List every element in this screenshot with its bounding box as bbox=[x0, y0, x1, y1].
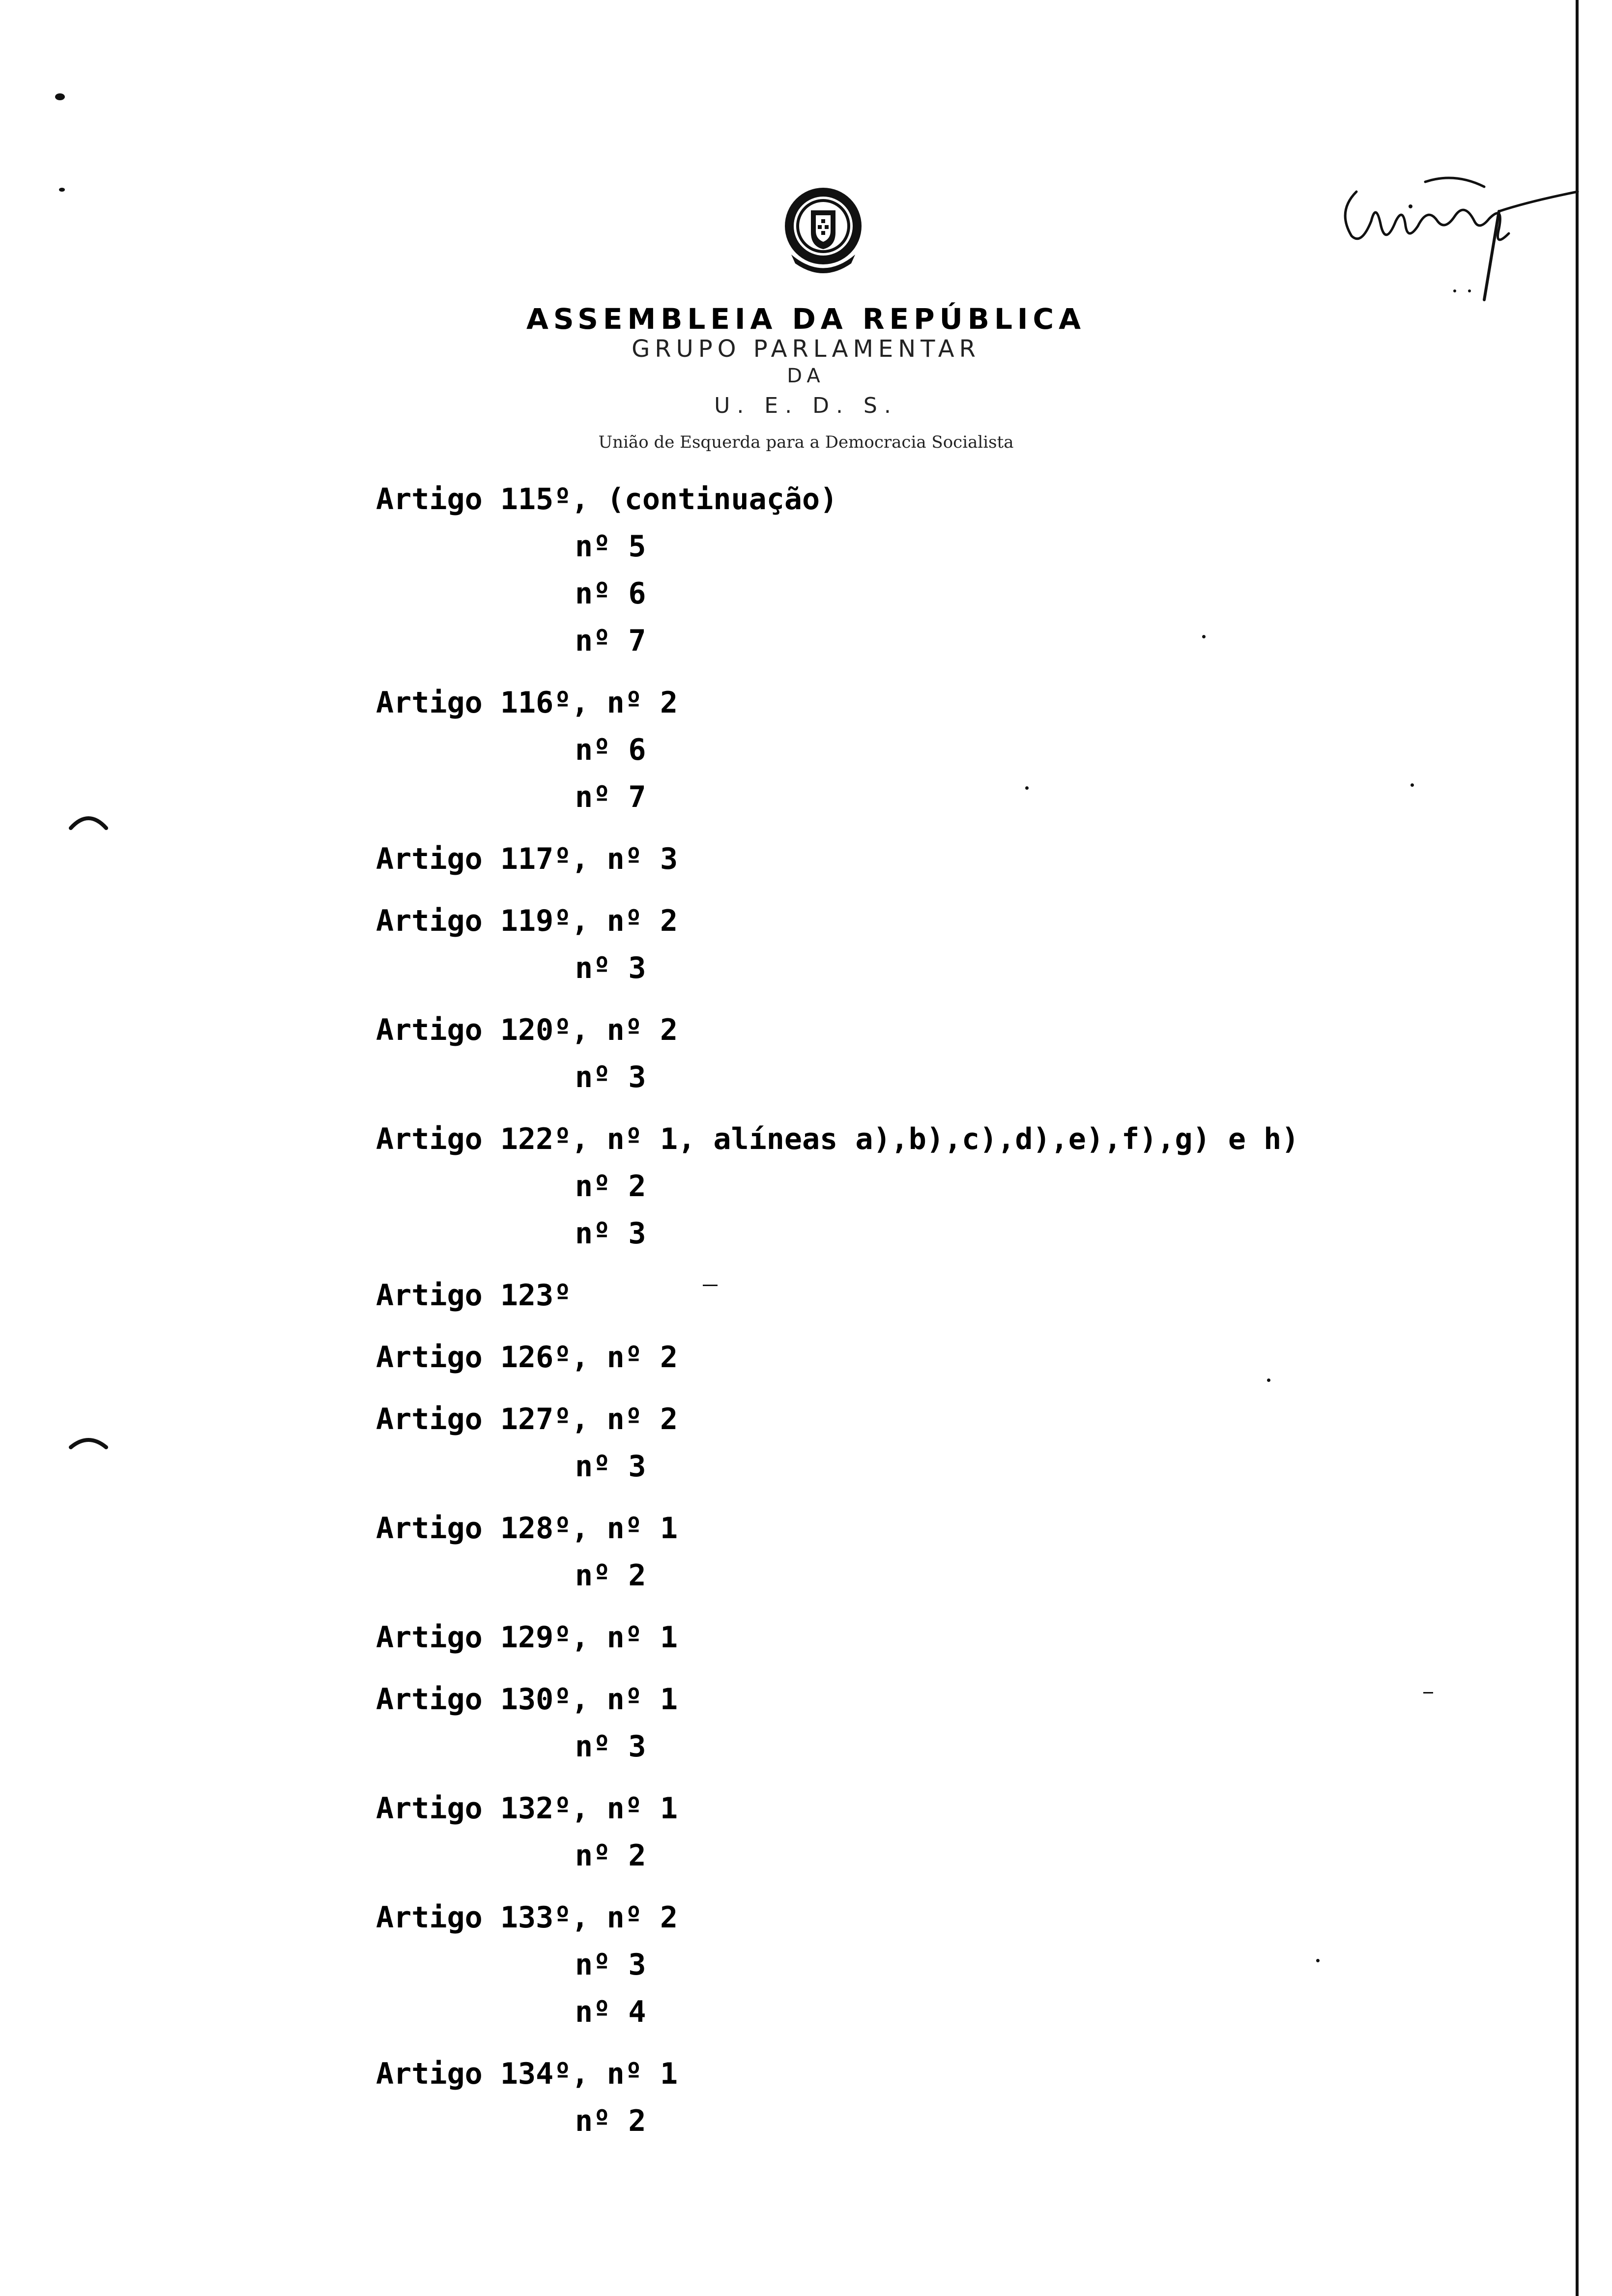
article-subitem: nº 3 bbox=[575, 1060, 646, 1094]
article-entry bbox=[376, 1614, 1514, 1661]
article-subitem: nº 3 bbox=[575, 1216, 646, 1251]
article-subitem: nº 2 bbox=[575, 1558, 646, 1593]
article-entry bbox=[376, 1334, 1514, 1381]
article-subitem-row bbox=[376, 1988, 1514, 2036]
article-heading: Artigo 127º, nº 2 bbox=[376, 1402, 678, 1436]
article-heading: Artigo 120º, nº 2 bbox=[376, 1013, 678, 1047]
article-subitem-row bbox=[376, 1552, 1514, 1599]
article-subitem-row bbox=[376, 945, 1514, 992]
article-subitem-row bbox=[376, 617, 1514, 664]
handwritten-signature bbox=[1337, 162, 1583, 324]
article-subitem-row bbox=[376, 523, 1514, 570]
article-subitem: nº 3 bbox=[575, 951, 646, 985]
scan-speck bbox=[1202, 635, 1206, 638]
article-entry bbox=[376, 2050, 1514, 2145]
article-entry bbox=[376, 1272, 1514, 1319]
article-entry bbox=[376, 897, 1514, 992]
article-subitem: nº 7 bbox=[575, 624, 646, 658]
header-group: GRUPO PARLAMENTAR bbox=[632, 335, 980, 363]
scan-speck bbox=[55, 93, 65, 100]
header-abbreviation: U. E. D. S. bbox=[714, 393, 898, 418]
article-entry bbox=[376, 835, 1514, 883]
article-subitem-row bbox=[376, 1443, 1514, 1490]
article-heading: Artigo 128º, nº 1 bbox=[376, 1511, 678, 1546]
article-subitem-row bbox=[376, 1941, 1514, 1988]
article-subitem-row bbox=[376, 1054, 1514, 1101]
article-subitem: nº 6 bbox=[575, 576, 646, 611]
article-heading: Artigo 117º, nº 3 bbox=[376, 842, 678, 876]
article-heading: Artigo 132º, nº 1 bbox=[376, 1791, 678, 1826]
article-heading: Artigo 119º, nº 2 bbox=[376, 904, 678, 938]
article-subitem-row bbox=[376, 570, 1514, 617]
article-entry bbox=[376, 1894, 1514, 2036]
article-subitem: nº 3 bbox=[575, 1948, 646, 1982]
article-subitem: nº 6 bbox=[575, 733, 646, 767]
article-entry bbox=[376, 1006, 1514, 1101]
article-entry bbox=[376, 1676, 1514, 1770]
article-subitem-row bbox=[376, 1163, 1514, 1210]
article-entry bbox=[376, 1785, 1514, 1879]
article-subitem: nº 2 bbox=[575, 1169, 646, 1204]
article-subitem: nº 3 bbox=[575, 1449, 646, 1484]
article-subitem: nº 2 bbox=[575, 2104, 646, 2138]
article-subitem: nº 7 bbox=[575, 780, 646, 814]
scan-speck bbox=[1316, 1959, 1320, 1962]
article-entry bbox=[376, 476, 1514, 664]
article-entry bbox=[376, 1396, 1514, 1490]
header-title: ASSEMBLEIA DA REPÚBLICA bbox=[526, 302, 1086, 336]
article-heading: Artigo 133º, nº 2 bbox=[376, 1900, 678, 1935]
article-subitem: nº 3 bbox=[575, 1729, 646, 1764]
article-subitem-row bbox=[376, 2097, 1514, 2145]
header-subtitle: União de Esquerda para a Democracia Socialista bbox=[598, 432, 1014, 452]
article-heading: Artigo 123º bbox=[376, 1278, 572, 1313]
article-subitem-row bbox=[376, 774, 1514, 821]
header-da: DA bbox=[787, 365, 825, 387]
scan-speck bbox=[703, 1285, 718, 1286]
article-entry bbox=[376, 1505, 1514, 1599]
article-heading: Artigo 115º, (continuação) bbox=[376, 482, 838, 517]
articles-list bbox=[376, 476, 1514, 2159]
punch-hole-mark bbox=[69, 808, 108, 838]
scan-speck bbox=[1025, 786, 1029, 790]
punch-hole-mark bbox=[69, 1428, 108, 1457]
portuguese-coat-of-arms-icon bbox=[777, 181, 870, 284]
article-subitem-row bbox=[376, 1832, 1514, 1879]
article-subitem: nº 2 bbox=[575, 1838, 646, 1873]
scan-speck bbox=[1423, 1692, 1433, 1693]
scan-speck bbox=[1410, 783, 1414, 787]
article-subitem-row bbox=[376, 726, 1514, 774]
article-heading: Artigo 116º, nº 2 bbox=[376, 686, 678, 720]
article-heading: Artigo 126º, nº 2 bbox=[376, 1340, 678, 1375]
scan-speck bbox=[59, 188, 65, 192]
article-heading: Artigo 129º, nº 1 bbox=[376, 1620, 678, 1655]
article-subitem: nº 5 bbox=[575, 529, 646, 564]
article-subitem-row bbox=[376, 1723, 1514, 1770]
article-heading: Artigo 134º, nº 1 bbox=[376, 2057, 678, 2091]
article-subitem-row bbox=[376, 1210, 1514, 1257]
article-subitem: nº 4 bbox=[575, 1995, 646, 2029]
article-entry bbox=[376, 1116, 1514, 1257]
scan-speck bbox=[1267, 1378, 1270, 1382]
article-heading: Artigo 122º, nº 1, alíneas a),b),c),d),e),f),g) e h) bbox=[376, 1122, 1299, 1156]
article-heading: Artigo 130º, nº 1 bbox=[376, 1682, 678, 1717]
article-entry bbox=[376, 679, 1514, 821]
